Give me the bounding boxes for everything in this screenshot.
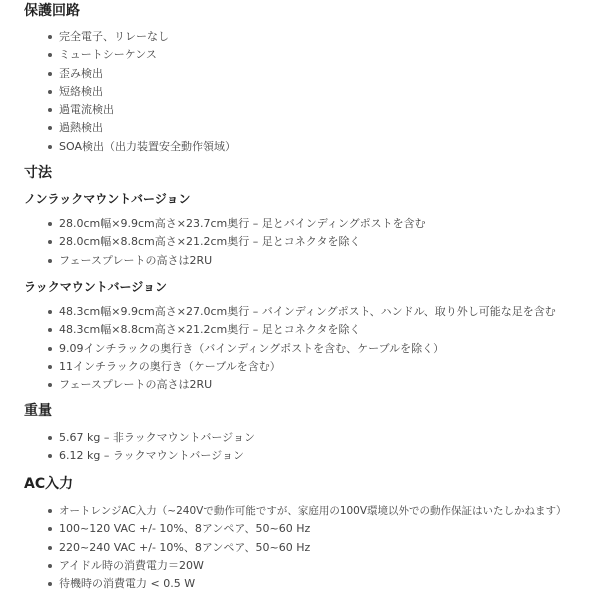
subsection-title-non-rack: ノンラックマウントバージョン — [24, 192, 191, 206]
section-title-weight: 重量 — [24, 403, 52, 419]
list-item: 5.67 kg – 非ラックマウントバージョン — [59, 429, 255, 447]
list-item: 過電流検出 — [59, 101, 236, 119]
list-item: 短絡検出 — [59, 83, 236, 101]
list-item: アイドル時の消費電力＝20W — [59, 557, 567, 575]
list-item: ミュートシーケンス — [59, 46, 236, 64]
list-item: フェースプレートの高さは2RU — [59, 252, 426, 270]
list-item: 11インチラックの奥行き（ケーブルを含む） — [59, 358, 556, 376]
list-item: 28.0cm幅×8.8cm高さ×21.2cm奥行 – 足とコネクタを除く — [59, 233, 426, 251]
list-item: 完全電子、リレーなし — [59, 28, 236, 46]
list-item: 48.3cm幅×8.8cm高さ×21.2cm奥行 – 足とコネクタを除く — [59, 321, 556, 339]
list-item: 待機時の消費電力 < 0.5 W — [59, 575, 567, 593]
non-rack-list — [24, 215, 426, 270]
section-title-protection: 保護回路 — [24, 3, 80, 19]
section-title-dimensions: 寸法 — [24, 165, 52, 181]
list-item: 28.0cm幅×9.9cm高さ×23.7cm奥行 – 足とバインディングポストを含む — [59, 215, 426, 233]
rack-list — [24, 303, 556, 394]
list-item: 9.09インチラックの奥行き（バインディングポストを含む、ケーブルを除く） — [59, 340, 556, 358]
list-item: オートレンジAC入力（~240Vで動作可能ですが、家庭用の100V環境以外での動作保証はいたしかねます） — [59, 502, 567, 520]
list-item: 48.3cm幅×9.9cm高さ×27.0cm奥行 – バインディングポスト、ハンドル、取り外し可能な足を含む — [59, 303, 556, 321]
ac-input-list — [24, 502, 567, 593]
list-item: 歪み検出 — [59, 65, 236, 83]
list-item: 100~120 VAC +/- 10%、8アンペア、50~60 Hz — [59, 520, 567, 538]
list-item: 過熱検出 — [59, 119, 236, 137]
list-item: SOA検出（出力装置安全動作領域） — [59, 138, 236, 156]
subsection-title-rack: ラックマウントバージョン — [24, 280, 168, 294]
protection-list — [24, 28, 236, 156]
list-item: フェースプレートの高さは2RU — [59, 376, 556, 394]
section-title-ac-input: AC入力 — [24, 476, 74, 492]
list-item: 220~240 VAC +/- 10%、8アンペア、50~60 Hz — [59, 539, 567, 557]
weight-list — [24, 429, 255, 466]
list-item: 6.12 kg – ラックマウントバージョン — [59, 447, 255, 465]
